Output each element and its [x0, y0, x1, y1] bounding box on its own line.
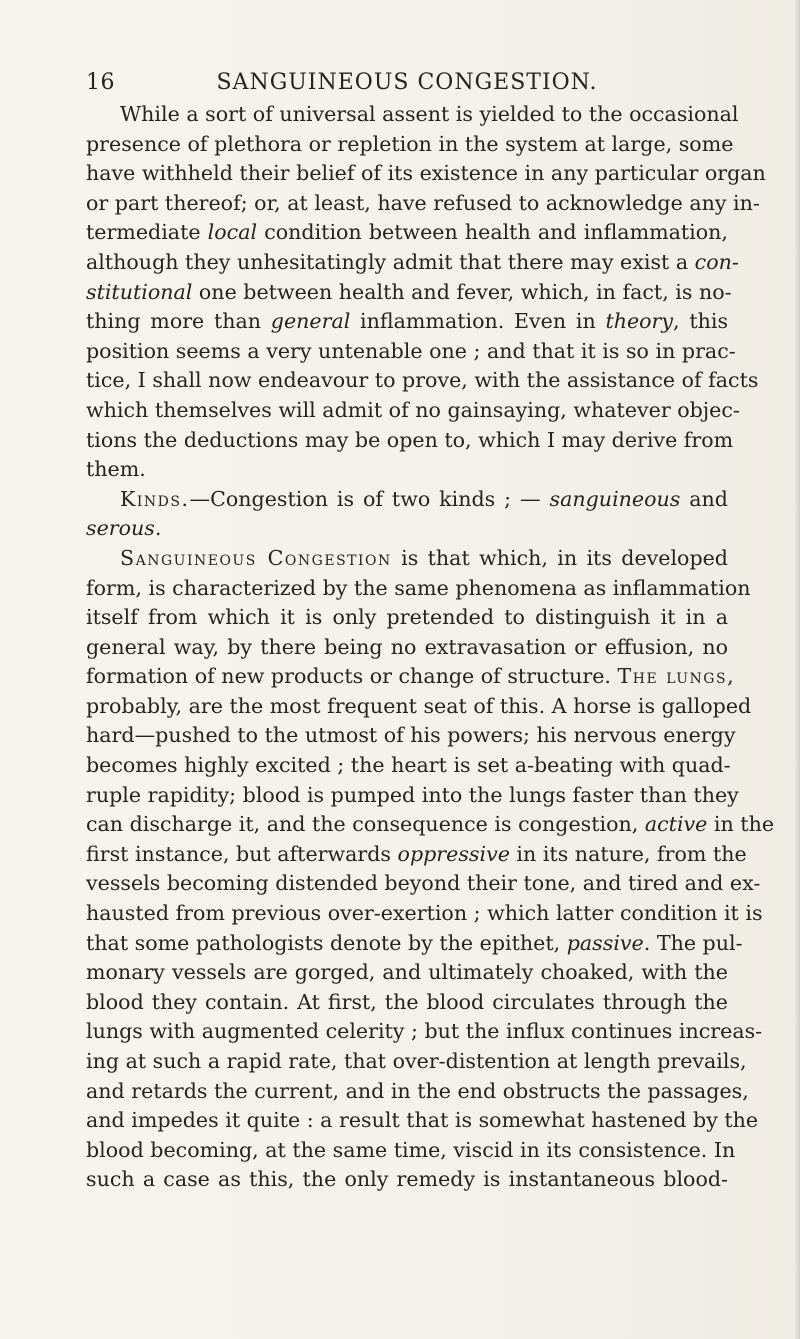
text-line: such a case as this, the only remedy is instantaneous blood- — [86, 1167, 728, 1192]
text-line: or part thereof; or, at least, have refused to acknowledge any in- — [86, 190, 760, 215]
text-line: hard—pushed to the utmost of his powers; his nervous energy — [86, 723, 736, 748]
text-line: becomes highly excited ; the heart is set a-beating with quad- — [86, 753, 731, 778]
text-line: ing at such a rapid rate, that over-distention at length prevails, — [86, 1049, 747, 1073]
text-line: itself from which it is only pretended to distinguish it in a — [86, 605, 728, 630]
text-line: have withheld their belief of its existence in any particular organ — [86, 161, 766, 186]
text-line: monary vessels are gorged, and ultimately choaked, with the — [86, 960, 728, 985]
text-line: position seems a very untenable one ; and that it is so in prac- — [86, 338, 736, 363]
page-header-title: SANGUINEOUS CONGESTION. — [216, 70, 598, 95]
text-line: blood they contain. At first, the blood circulates through the — [86, 989, 728, 1014]
text-line: stitutional one between health and fever, which, in fact, is no- — [86, 279, 732, 304]
text-line: presence of plethora or repletion in the system at large, some — [86, 131, 734, 156]
text-line: blood becoming, at the same time, viscid in its consistence. In — [86, 1137, 736, 1162]
text-line: Sanguineous Congestion is that which, in its developed — [120, 545, 728, 570]
text-line: that some pathologists denote by the epithet, passive. The pul- — [86, 930, 743, 955]
text-line: formation of new products or change of structure. The lungs, — [86, 664, 736, 689]
text-line: termediate local condition between health and inflammation, — [86, 220, 728, 245]
text-line: first instance, but afterwards oppressive in its nature, from the — [86, 841, 747, 866]
text-line: thing more than general inflammation. Even in theory, this — [86, 309, 729, 334]
page-number: 16 — [86, 70, 115, 95]
text-line: serous. — [86, 516, 162, 541]
text-line: While a sort of universal assent is yielded to the occasional — [120, 102, 739, 126]
text-line: can discharge it, and the consequence is congestion, active in the — [86, 812, 775, 837]
text-line: Kinds.—Congestion is of two kinds ; — sanguineous and — [120, 486, 728, 511]
text-line: and impedes it quite : a result that is somewhat hastened by the — [86, 1108, 759, 1133]
body-text — [86, 100, 775, 1195]
text-line: although they unhesitatingly admit that there may exist a con- — [86, 249, 739, 274]
text-line: form, is characterized by the same phenomena as inflammation — [86, 575, 751, 600]
text-line: general way, by there being no extravasation or effusion, no — [86, 634, 728, 659]
text-line: them. — [86, 457, 146, 482]
text-line: tions the deductions may be open to, which I may derive from — [86, 427, 734, 452]
text-line: tice, I shall now endeavour to prove, with the assistance of facts — [86, 368, 759, 393]
text-line: and retards the current, and in the end obstructs the passages, — [86, 1078, 749, 1103]
text-line: ruple rapidity; blood is pumped into the lungs faster than they — [86, 782, 739, 807]
text-line: vessels becoming distended beyond their tone, and tired and ex- — [86, 871, 761, 896]
text-line: which themselves will admit of no gainsaying, whatever objec- — [86, 397, 740, 422]
text-line: lungs with augmented celerity ; but the influx continues increas- — [86, 1019, 763, 1044]
page-edge-shadow — [794, 0, 800, 1339]
text-line: probably, are the most frequent seat of this. A horse is galloped — [86, 693, 752, 718]
text-line: hausted from previous over-exertion ; which latter condition it is — [86, 901, 763, 926]
